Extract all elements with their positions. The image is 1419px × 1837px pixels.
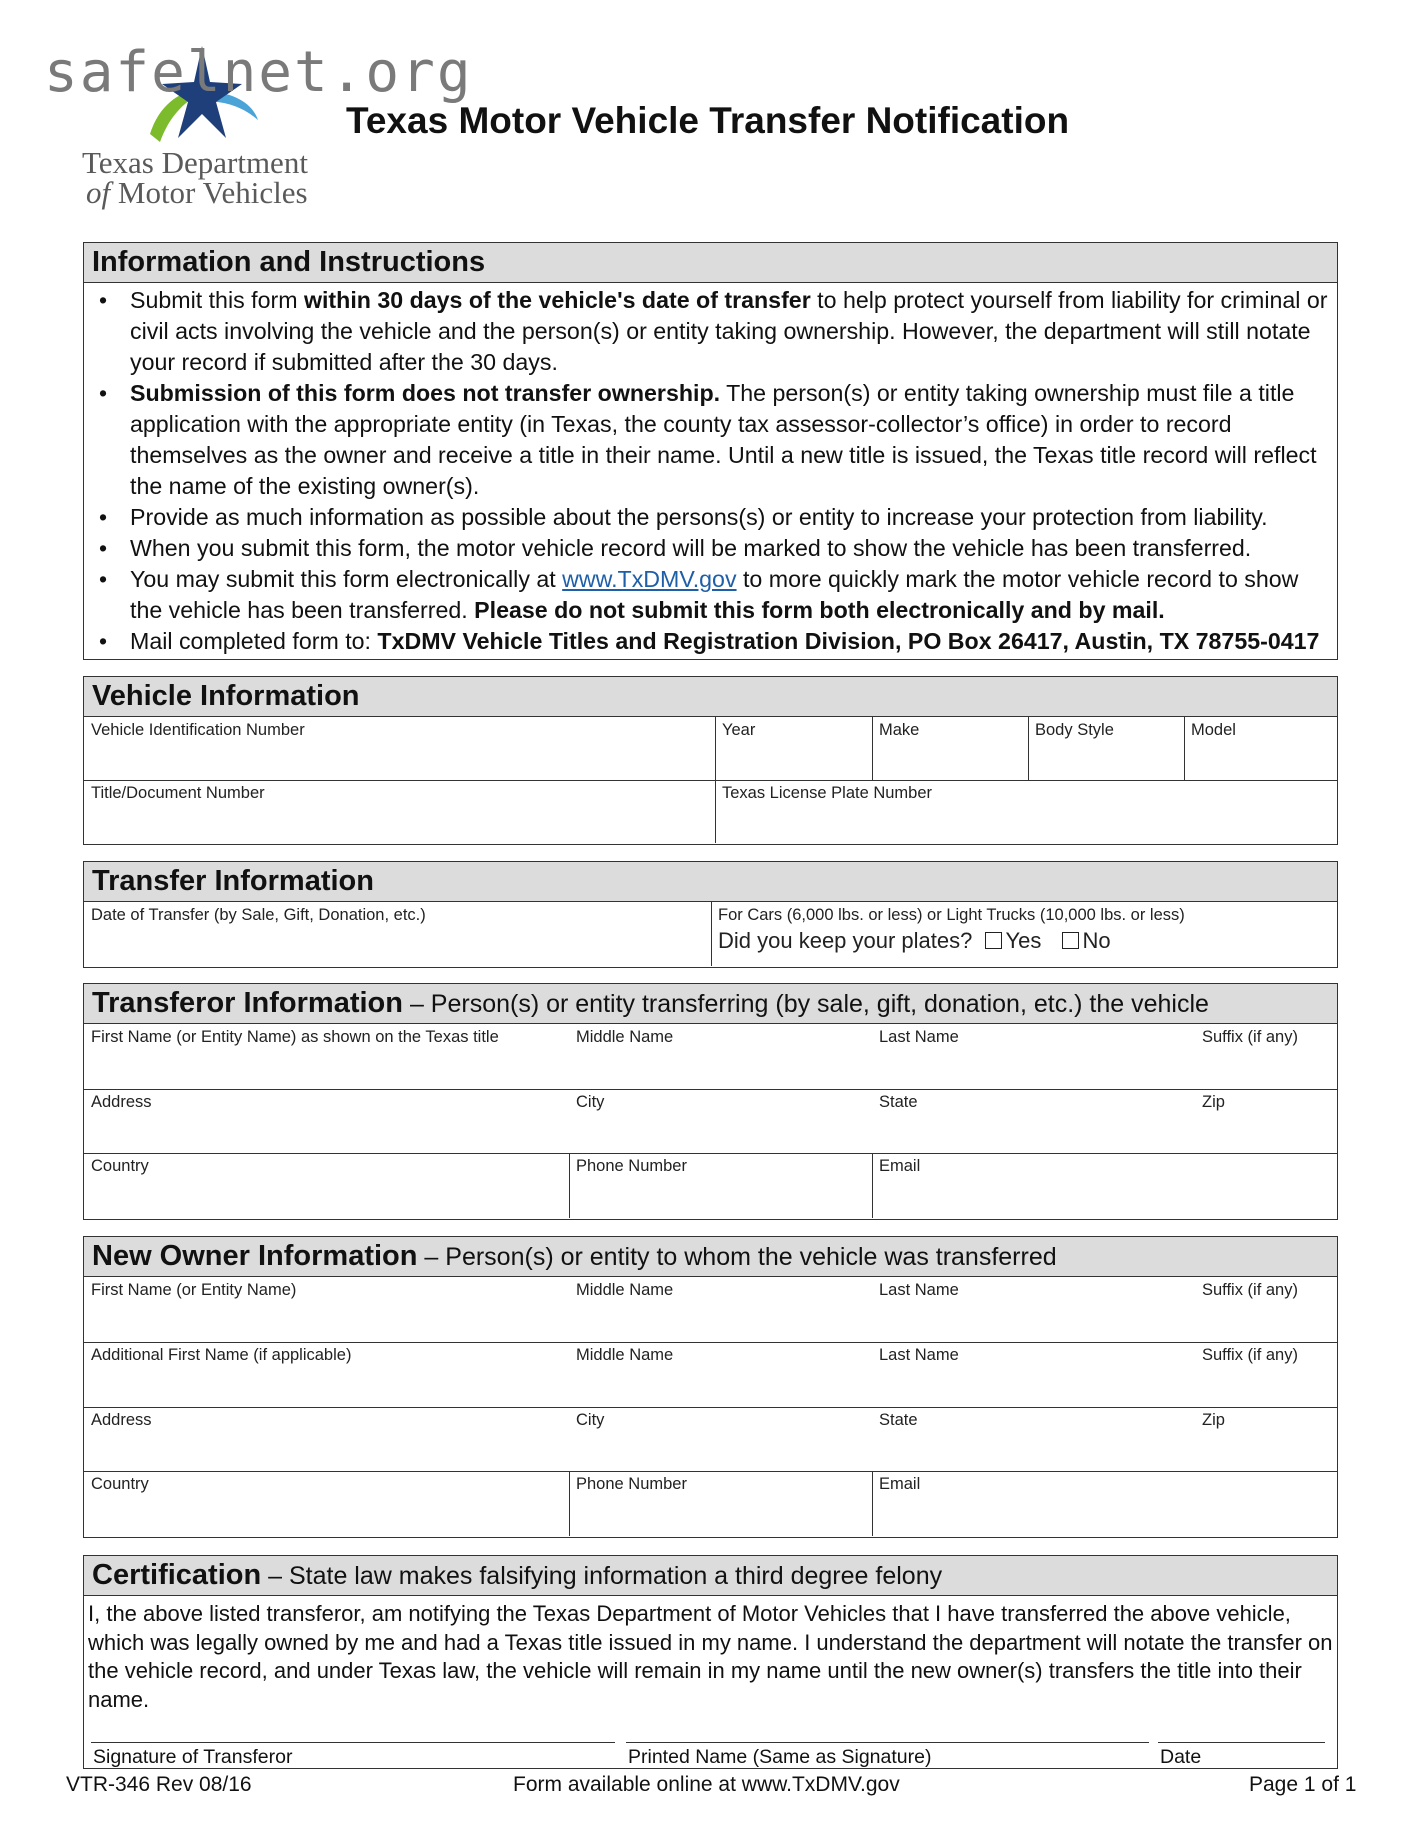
date-line[interactable] (1158, 1742, 1325, 1743)
instruction-text: Submit this form (130, 287, 304, 313)
instructions-list (84, 283, 1337, 657)
transferor-last-name-field[interactable] (872, 1024, 1195, 1089)
owner-last-name-field[interactable] (872, 1277, 1195, 1342)
signature-label: Signature of Transferor (93, 1746, 293, 1768)
vehicle-header (84, 677, 1337, 717)
vin-field[interactable] (84, 717, 715, 780)
phone-label: Phone Number (576, 1157, 687, 1175)
transfer-header (84, 862, 1337, 902)
instruction-item (130, 378, 1331, 502)
address-label: Address (91, 1093, 152, 1111)
plates-no-label: No (1082, 928, 1111, 953)
state-label: State (879, 1093, 918, 1111)
email-label: Email (879, 1475, 921, 1493)
first-name-label: First Name (or Entity Name) as shown on the Texas title (91, 1028, 499, 1046)
middle-name-label: Middle Name (576, 1028, 674, 1046)
model-label: Model (1191, 721, 1236, 739)
make-field[interactable] (872, 717, 1028, 780)
date-label: Date (1160, 1746, 1202, 1768)
instruction-bold: Submission of this form does not transfer ownership. (130, 380, 721, 406)
instruction-text: Mail completed form to: (130, 628, 378, 654)
instruction-bold: Please do not submit this form both electronically and by mail. (474, 597, 1165, 623)
new-owner-header (84, 1237, 1337, 1277)
certification-statement: I, the above listed transferor, am notifying the Texas Department of Motor Vehicles that I have transferred the above vehicle, which was legally owned by me and had a Texas title issued in my name. I understand the department will notate the transfer on the vehicle record, and under Texas law, the vehicle will remain in my name until the new owner(s) transfers the title into their name. (88, 1601, 1333, 1712)
instruction-bold: within 30 days of the vehicle's date of transfer (303, 287, 811, 313)
certification-heading: Certification (92, 1559, 262, 1591)
certification-subheading: – State law makes falsifying information a third degree felony (261, 1562, 943, 1590)
certification-header (84, 1556, 1337, 1596)
zip-label: Zip (1202, 1093, 1225, 1111)
instructions-header (84, 243, 1337, 283)
instruction-text: to more quickly mark the motor vehicle record to show the vehicle has been transferred. (130, 566, 1299, 623)
printed-name-label: Printed Name (Same as Signature) (628, 1746, 932, 1768)
vehicle-section (83, 676, 1338, 845)
phone-label: Phone Number (576, 1475, 687, 1493)
instruction-item (130, 564, 1331, 626)
printed-name-line[interactable] (626, 1742, 1149, 1743)
instruction-item (130, 502, 1331, 533)
plates-yes-checkbox[interactable] (985, 932, 1002, 949)
middle-name-label: Middle Name (576, 1346, 674, 1364)
city-label: City (576, 1093, 605, 1111)
transferor-section (83, 983, 1338, 1220)
year-label: Year (722, 721, 756, 739)
instruction-item (130, 626, 1331, 657)
owner-phone-field[interactable] (569, 1471, 872, 1536)
email-label: Email (879, 1157, 921, 1175)
instruction-text: to help protect yourself from liability for criminal or civil acts involving the vehicle and the person(s) or entity taking ownership. However, the department will still notate your record if submitted after the 30 days. (130, 287, 1328, 375)
watermark: safelnet.org (44, 40, 473, 105)
vehicle-grid (84, 717, 1337, 843)
suffix-label: Suffix (if any) (1202, 1346, 1298, 1364)
transfer-date-field[interactable] (84, 902, 711, 966)
owner-additional-last-name-field[interactable] (872, 1342, 1195, 1407)
transferor-middle-name-field[interactable] (569, 1024, 872, 1089)
last-name-label: Last Name (879, 1028, 959, 1046)
new-owner-grid (84, 1277, 1337, 1536)
transferor-suffix-field[interactable] (1195, 1024, 1336, 1089)
signature-line[interactable] (91, 1742, 615, 1743)
owner-country-field[interactable] (84, 1471, 569, 1536)
middle-name-label: Middle Name (576, 1281, 674, 1299)
page-title: Texas Motor Vehicle Transfer Notification (346, 100, 1070, 141)
owner-city-field[interactable] (569, 1407, 872, 1471)
transferor-address-field[interactable] (84, 1089, 569, 1153)
owner-email-field[interactable] (872, 1471, 1336, 1536)
instruction-text: The person(s) or entity taking ownership must file a title application with the appropriate entity (in Texas, the county tax assessor-collector’s office) in order to record themselves as the owner and receive a title in their name. Until a new title is issued, the Texas title record will reflect the name of the existing owner(s). (130, 380, 1317, 499)
owner-additional-middle-name-field[interactable] (569, 1342, 872, 1407)
vin-label: Vehicle Identification Number (91, 721, 305, 739)
owner-first-name-field[interactable] (84, 1277, 569, 1342)
owner-additional-suffix-field[interactable] (1195, 1342, 1336, 1407)
new-owner-heading: New Owner Information (92, 1240, 418, 1272)
vehicle-heading: Vehicle Information (92, 680, 360, 712)
transfer-section (83, 861, 1338, 968)
mailing-address: TxDMV Vehicle Titles and Registration Division, PO Box 26417, Austin, TX 78755-0417 (377, 628, 1320, 654)
transfer-heading: Transfer Information (92, 865, 374, 897)
suffix-label: Suffix (if any) (1202, 1281, 1298, 1299)
transferor-subheading: – Person(s) or entity transferring (by sale, gift, donation, etc.) the vehicle (403, 990, 1209, 1018)
logo-of: of (86, 175, 111, 210)
owner-state-field[interactable] (872, 1407, 1195, 1471)
transferor-first-name-field[interactable] (84, 1024, 569, 1089)
city-label: City (576, 1411, 605, 1429)
country-label: Country (91, 1475, 149, 1493)
plates-field (711, 902, 1336, 966)
plate-number-label: Texas License Plate Number (722, 784, 933, 802)
transfer-date-label: Date of Transfer (by Sale, Gift, Donation, etc.) (91, 906, 426, 924)
first-name-label: First Name (or Entity Name) (91, 1281, 297, 1299)
page-number: Page 1 of 1 (1249, 1773, 1357, 1796)
transferor-zip-field[interactable] (1195, 1089, 1336, 1153)
suffix-label: Suffix (if any) (1202, 1028, 1298, 1046)
last-name-label: Last Name (879, 1346, 959, 1364)
last-name-label: Last Name (879, 1281, 959, 1299)
transferor-heading: Transferor Information (92, 987, 403, 1019)
form-id: VTR-346 Rev 08/16 (66, 1773, 252, 1796)
transferor-header (84, 984, 1337, 1024)
transferor-state-field[interactable] (872, 1089, 1195, 1153)
year-field[interactable] (715, 717, 872, 780)
model-field[interactable] (1184, 717, 1336, 780)
transferor-phone-field[interactable] (569, 1153, 872, 1218)
owner-middle-name-field[interactable] (569, 1277, 872, 1342)
owner-address-field[interactable] (84, 1407, 569, 1471)
transferor-country-field[interactable] (84, 1153, 569, 1218)
cars-trucks-label: For Cars (6,000 lbs. or less) or Light Trucks (10,000 lbs. or less) (718, 906, 1185, 924)
transferor-city-field[interactable] (569, 1089, 872, 1153)
certification-section (83, 1555, 1338, 1769)
owner-suffix-field[interactable] (1195, 1277, 1336, 1342)
zip-label: Zip (1202, 1411, 1225, 1429)
owner-additional-first-name-field[interactable] (84, 1342, 569, 1407)
txdmv-link[interactable]: www.TxDMV.gov (562, 566, 737, 592)
plate-number-field[interactable] (715, 780, 1336, 843)
transfer-grid (84, 902, 1337, 966)
country-label: Country (91, 1157, 149, 1175)
footer-online-note: Form available online at www.TxDMV.gov (513, 1773, 900, 1796)
instruction-item (130, 285, 1331, 378)
transferor-email-field[interactable] (872, 1153, 1336, 1218)
address-label: Address (91, 1411, 152, 1429)
title-number-label: Title/Document Number (91, 784, 265, 802)
instructions-heading: Information and Instructions (92, 246, 486, 278)
new-owner-subheading: – Person(s) or entity to whom the vehicle was transferred (417, 1243, 1057, 1271)
agency-logo-text (82, 145, 308, 210)
plates-question-row (718, 928, 1329, 954)
make-label: Make (879, 721, 920, 739)
logo-line-2 (82, 175, 308, 210)
plates-no-checkbox[interactable] (1062, 932, 1079, 949)
logo-line-1: Texas Department (82, 145, 308, 180)
owner-zip-field[interactable] (1195, 1407, 1336, 1471)
logo-line-2-rest: Motor Vehicles (110, 175, 308, 210)
plates-question: Did you keep your plates? (718, 928, 973, 953)
body-style-field[interactable] (1028, 717, 1184, 780)
title-number-field[interactable] (84, 780, 715, 843)
plates-yes-label: Yes (1005, 928, 1042, 953)
body-style-label: Body Style (1035, 721, 1114, 739)
transferor-grid (84, 1024, 1337, 1218)
additional-first-name-label: Additional First Name (if applicable) (91, 1346, 352, 1364)
new-owner-section (83, 1236, 1338, 1538)
instruction-text: You may submit this form electronically at (130, 566, 563, 592)
instruction-text: Provide as much information as possible about the persons(s) or entity to increase your protection from liability. (130, 504, 1268, 530)
instruction-item (130, 533, 1331, 564)
instruction-text: When you submit this form, the motor vehicle record will be marked to show the vehicle has been transferred. (130, 535, 1252, 561)
instructions-section (83, 242, 1338, 660)
state-label: State (879, 1411, 918, 1429)
